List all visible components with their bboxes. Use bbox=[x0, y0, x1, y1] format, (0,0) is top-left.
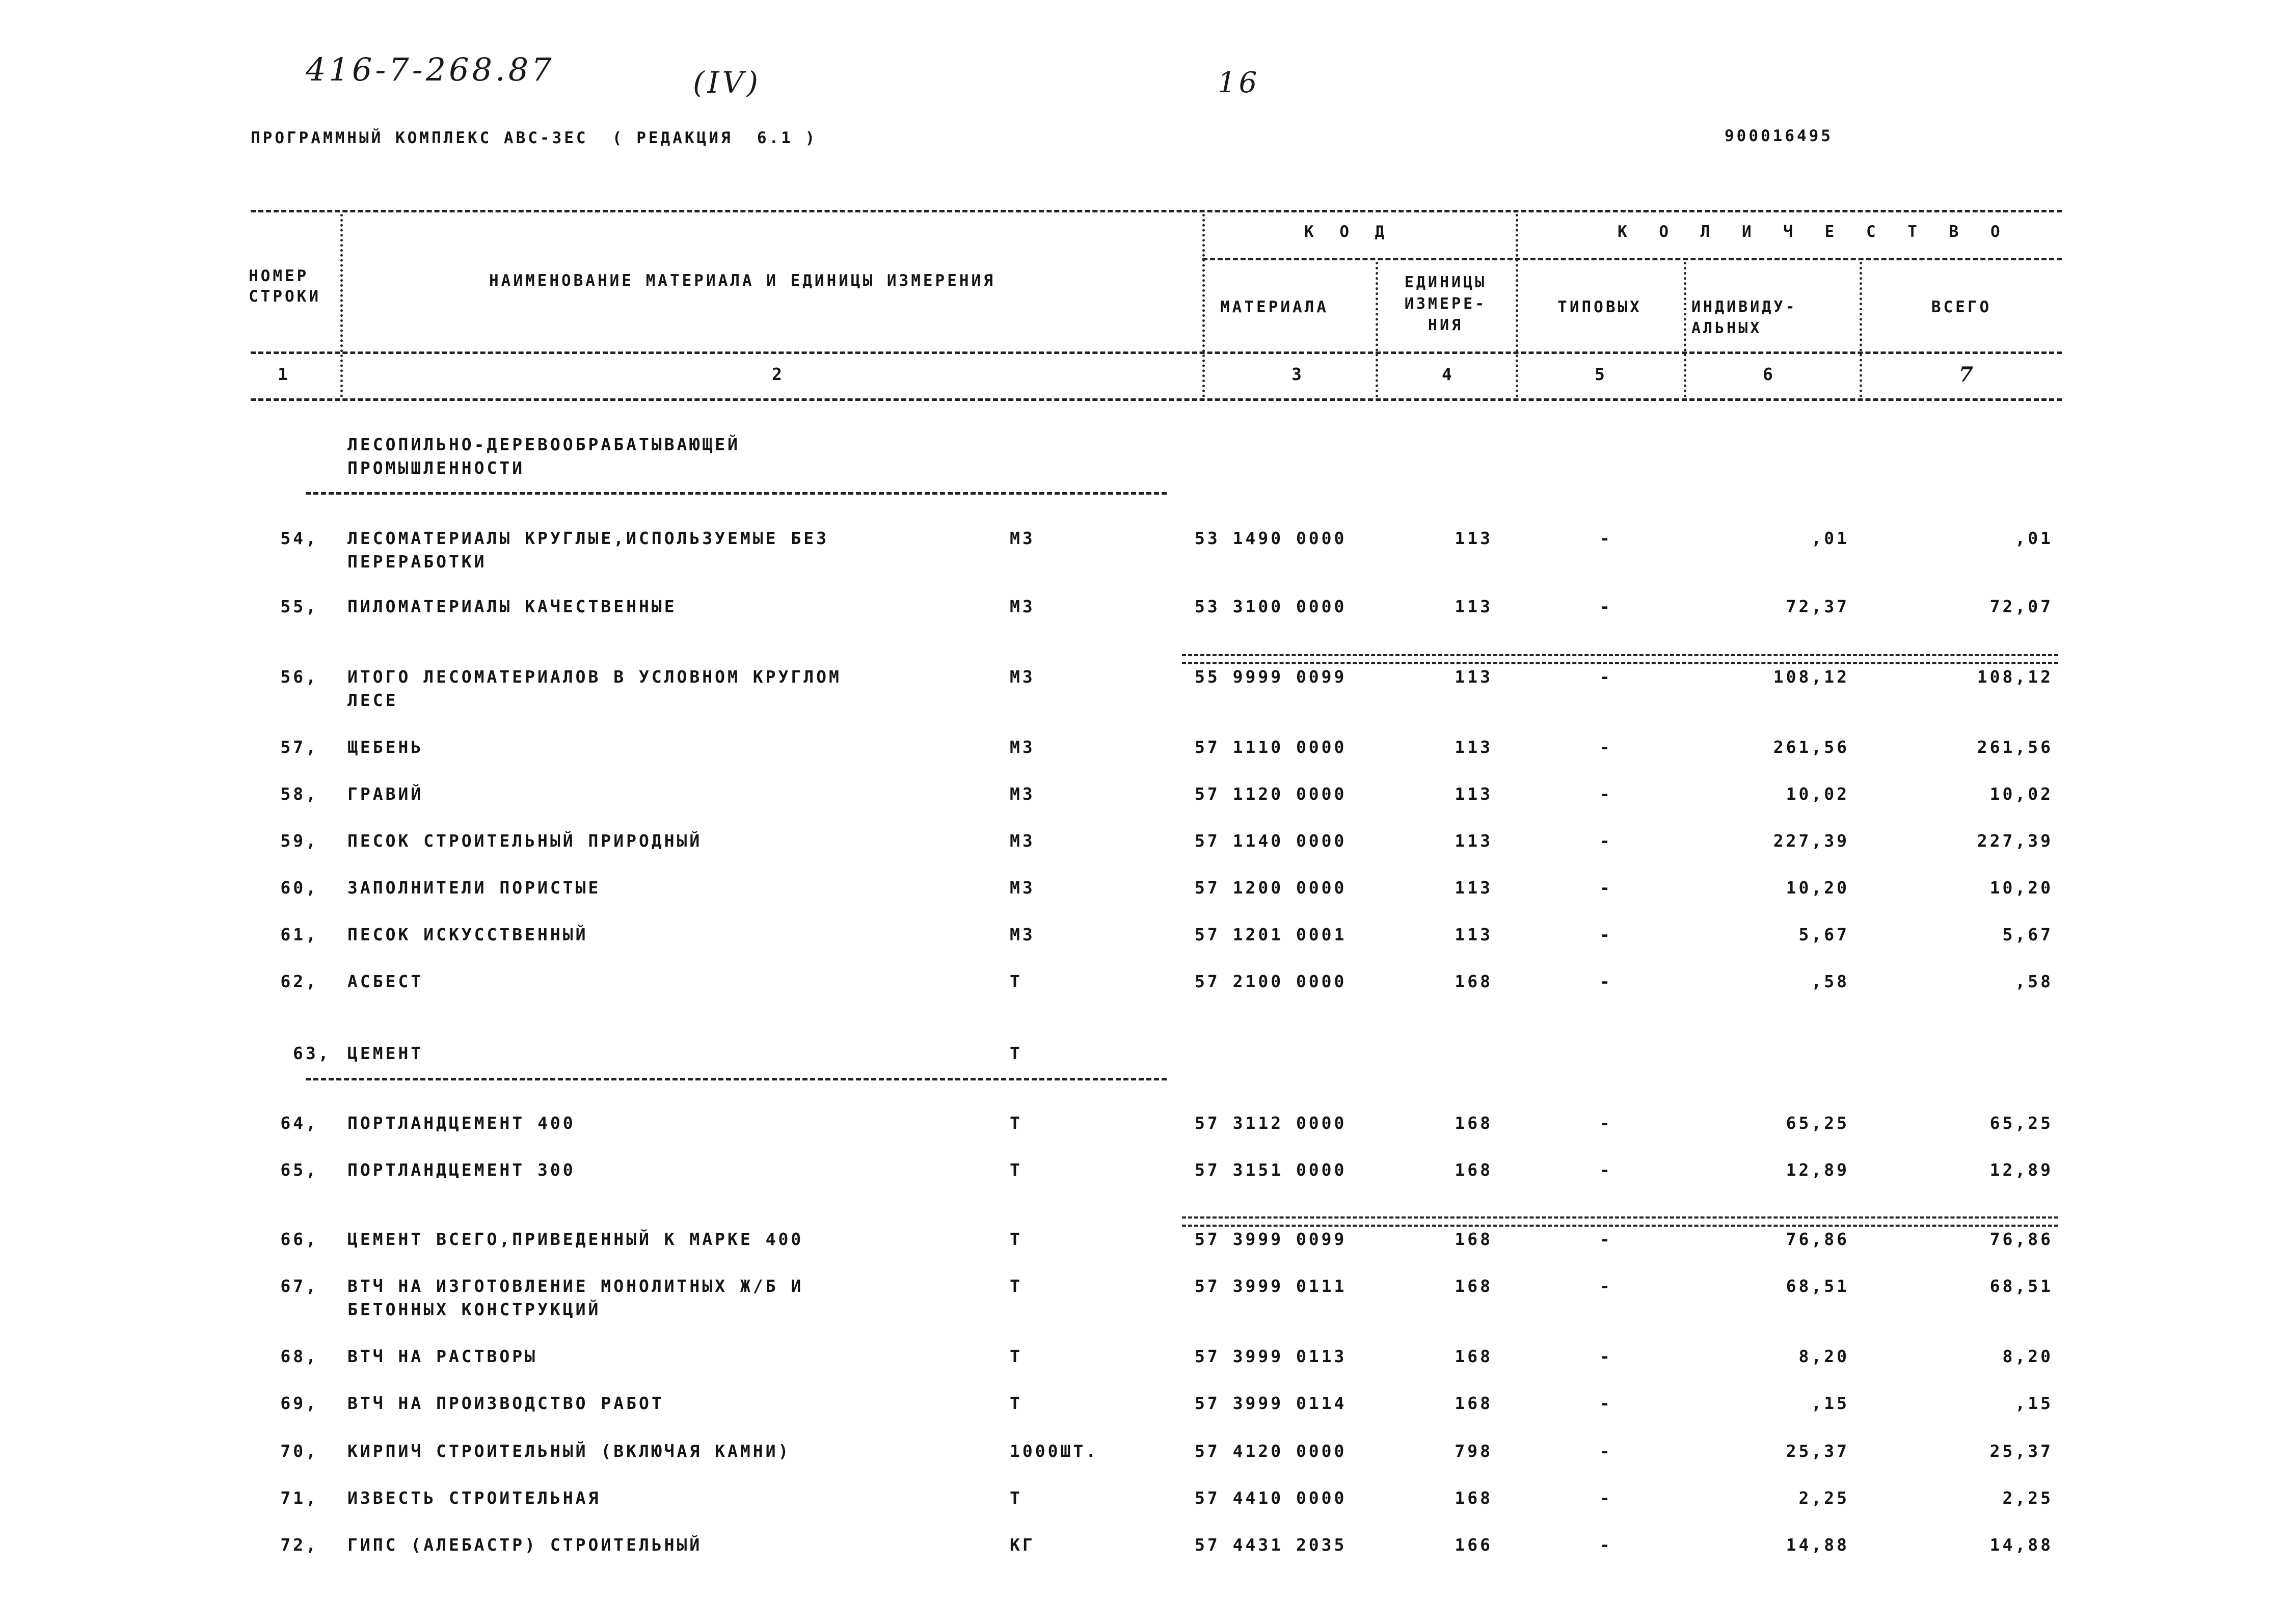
qty-typical: - bbox=[1600, 971, 1612, 991]
material-name: ПИЛОМАТЕРИАЛЫ КАЧЕСТВЕННЫЕ bbox=[347, 597, 677, 616]
row-number: 57, bbox=[280, 737, 318, 757]
colnum-2: 2 bbox=[772, 364, 785, 384]
unit-code: 168 bbox=[1455, 1393, 1493, 1413]
qty-total: ,58 bbox=[2015, 971, 2053, 991]
qty-individual: 2,25 bbox=[1798, 1488, 1849, 1508]
material-name: ПОРТЛАНДЦЕМЕНТ 400 bbox=[347, 1113, 576, 1133]
qty-individual: 10,02 bbox=[1786, 784, 1849, 804]
material-code: 57 1200 0000 bbox=[1195, 878, 1347, 898]
qty-typical: - bbox=[1600, 1393, 1612, 1413]
unit-code: 168 bbox=[1455, 971, 1493, 991]
colnum-7: 7 bbox=[1959, 363, 1976, 387]
qty-individual: 261,56 bbox=[1773, 737, 1849, 757]
unit: М3 bbox=[1010, 784, 1035, 804]
colnum-3: 3 bbox=[1292, 364, 1304, 384]
material-name: ВТЧ НА РАСТВОРЫ bbox=[347, 1346, 538, 1366]
row-number: 60, bbox=[280, 878, 318, 898]
material-code: 57 2100 0000 bbox=[1195, 971, 1347, 991]
material-code: 57 1201 0001 bbox=[1195, 925, 1347, 944]
material-code: 53 3100 0000 bbox=[1195, 597, 1347, 616]
unit-code: 168 bbox=[1455, 1113, 1493, 1133]
unit-code: 166 bbox=[1455, 1535, 1493, 1555]
unit: Т bbox=[1010, 1113, 1023, 1133]
unit: Т bbox=[1010, 1229, 1023, 1249]
handwritten-code: 416-7-268.87 bbox=[306, 51, 555, 88]
header-qty-total: ВСЕГО bbox=[1931, 298, 1992, 316]
qty-total: 14,88 bbox=[1989, 1535, 2053, 1555]
qty-individual: 108,12 bbox=[1773, 667, 1849, 687]
unit: М3 bbox=[1010, 831, 1035, 851]
qty-individual: 76,86 bbox=[1786, 1229, 1849, 1249]
unit: М3 bbox=[1010, 667, 1035, 687]
qty-typical: - bbox=[1600, 1229, 1612, 1249]
unit-code: 168 bbox=[1455, 1276, 1493, 1296]
section-underline-cement bbox=[306, 1078, 1167, 1080]
unit-code: 113 bbox=[1455, 831, 1493, 851]
header-code-group: К О Д bbox=[1304, 223, 1393, 241]
unit: М3 bbox=[1010, 597, 1035, 616]
row-number: 66, bbox=[280, 1229, 318, 1249]
qty-total: 72,07 bbox=[1989, 597, 2053, 616]
material-name: ЗАПОЛНИТЕЛИ ПОРИСТЫЕ bbox=[347, 878, 601, 898]
qty-typical: - bbox=[1600, 1441, 1612, 1461]
material-code: 57 1110 0000 bbox=[1195, 737, 1347, 757]
qty-total: 8,20 bbox=[2002, 1346, 2053, 1366]
row-number: 59, bbox=[280, 831, 318, 851]
unit-code: 168 bbox=[1455, 1229, 1493, 1249]
material-name: ПОРТЛАНДЦЕМЕНТ 300 bbox=[347, 1160, 576, 1180]
qty-typical: - bbox=[1600, 1346, 1612, 1366]
qty-total: 25,37 bbox=[1989, 1441, 2053, 1461]
material-code: 57 1140 0000 bbox=[1195, 831, 1347, 851]
unit: Т bbox=[1010, 971, 1023, 991]
cement-unit: Т bbox=[1010, 1043, 1023, 1063]
unit-code: 113 bbox=[1455, 925, 1493, 944]
header-qty-individual: ИНДИВИДУ- АЛЬНЫХ bbox=[1691, 298, 1797, 337]
qty-individual: 68,51 bbox=[1786, 1276, 1849, 1296]
unit: Т bbox=[1010, 1346, 1023, 1366]
unit-code: 168 bbox=[1455, 1346, 1493, 1366]
qty-typical: - bbox=[1600, 737, 1612, 757]
qty-typical: - bbox=[1600, 597, 1612, 616]
material-name: ИЗВЕСТЬ СТРОИТЕЛЬНАЯ bbox=[347, 1488, 601, 1508]
header-bottom-rule bbox=[251, 351, 2062, 354]
unit: 1000ШТ. bbox=[1010, 1441, 1099, 1461]
row-number: 72, bbox=[280, 1535, 318, 1555]
qty-typical: - bbox=[1600, 784, 1612, 804]
unit: М3 bbox=[1010, 528, 1035, 548]
qty-individual: ,01 bbox=[1811, 528, 1849, 548]
qty-typical: - bbox=[1600, 925, 1612, 944]
colnum-5: 5 bbox=[1595, 364, 1607, 384]
material-name: ВТЧ НА ПРОИЗВОДСТВО РАБОТ bbox=[347, 1393, 664, 1413]
material-name: ГРАВИЙ bbox=[347, 784, 424, 804]
row-number: 54, bbox=[280, 528, 318, 548]
unit: М3 bbox=[1010, 878, 1035, 898]
qty-total: 108,12 bbox=[1977, 667, 2053, 687]
section-underline-lumber bbox=[306, 492, 1167, 495]
material-code: 57 4410 0000 bbox=[1195, 1488, 1347, 1508]
qty-typical: - bbox=[1600, 878, 1612, 898]
qty-typical: - bbox=[1600, 1488, 1612, 1508]
material-code: 57 3112 0000 bbox=[1195, 1113, 1347, 1133]
unit-code: 113 bbox=[1455, 597, 1493, 616]
qty-individual: 65,25 bbox=[1786, 1113, 1849, 1133]
material-code: 57 3151 0000 bbox=[1195, 1160, 1347, 1180]
qty-individual: 10,20 bbox=[1786, 878, 1849, 898]
header-sep-5 bbox=[1684, 262, 1686, 397]
material-name: ИТОГО ЛЕСОМАТЕРИАЛОВ В УСЛОВНОМ КРУГЛОМ ЛЕСЕ bbox=[347, 667, 842, 710]
unit-code: 113 bbox=[1455, 784, 1493, 804]
qty-total: 68,51 bbox=[1989, 1276, 2053, 1296]
material-code: 57 1120 0000 bbox=[1195, 784, 1347, 804]
material-code: 57 3999 0099 bbox=[1195, 1229, 1347, 1249]
unit: КГ bbox=[1010, 1535, 1035, 1555]
qty-total: 2,25 bbox=[2002, 1488, 2053, 1508]
material-code: 57 3999 0114 bbox=[1195, 1393, 1347, 1413]
total-rule-cement bbox=[1182, 1216, 2058, 1227]
qty-total: ,15 bbox=[2015, 1393, 2053, 1413]
qty-typical: - bbox=[1600, 667, 1612, 687]
header-code-unit: ЕДИНИЦЫ ИЗМЕРЕ- НИЯ bbox=[1404, 274, 1487, 334]
row-number: 55, bbox=[280, 597, 318, 616]
qty-total: 12,89 bbox=[1989, 1160, 2053, 1180]
qty-individual: ,15 bbox=[1811, 1393, 1849, 1413]
unit: Т bbox=[1010, 1488, 1023, 1508]
row-number: 64, bbox=[280, 1113, 318, 1133]
material-code: 57 3999 0111 bbox=[1195, 1276, 1347, 1296]
qty-individual: 5,67 bbox=[1798, 925, 1849, 944]
row-number: 65, bbox=[280, 1160, 318, 1180]
material-name: ЦЕМЕНТ ВСЕГО,ПРИВЕДЕННЫЙ К МАРКЕ 400 bbox=[347, 1229, 804, 1249]
header-sep-2 bbox=[1202, 214, 1205, 397]
material-name: АСБЕСТ bbox=[347, 971, 424, 991]
qty-individual: 25,37 bbox=[1786, 1441, 1849, 1461]
unit: М3 bbox=[1010, 737, 1035, 757]
code-subrule bbox=[1202, 258, 2062, 260]
unit: Т bbox=[1010, 1393, 1023, 1413]
material-code: 53 1490 0000 bbox=[1195, 528, 1347, 548]
row-number: 56, bbox=[280, 667, 318, 687]
row-number: 71, bbox=[280, 1488, 318, 1508]
section-title-lumber-industry: ЛЕСОПИЛЬНО-ДЕРЕВООБРАБАТЫВАЮЩЕЙ ПРОМЫШЛЕННОСТИ bbox=[347, 435, 740, 478]
header-name-unit: НАИМЕНОВАНИЕ МАТЕРИАЛА И ЕДИНИЦЫ ИЗМЕРЕНИЯ bbox=[489, 272, 995, 290]
header-sep-1 bbox=[340, 214, 343, 397]
colnum-bottom-rule bbox=[251, 398, 2062, 401]
cement-num: 63, bbox=[293, 1043, 331, 1063]
qty-typical: - bbox=[1600, 528, 1612, 548]
unit: М3 bbox=[1010, 925, 1035, 944]
header-qty-group: К О Л И Ч Е С Т В О bbox=[1618, 223, 2011, 241]
row-number: 67, bbox=[280, 1276, 318, 1296]
material-name: ПЕСОК ИСКУССТВЕННЫЙ bbox=[347, 925, 588, 944]
header-sep-6 bbox=[1860, 262, 1862, 397]
header-top-rule bbox=[251, 210, 2062, 212]
material-name: ЛЕСОМАТЕРИАЛЫ КРУГЛЫЕ,ИСПОЛЬЗУЕМЫЕ БЕЗ ПЕРЕРАБОТКИ bbox=[347, 528, 829, 572]
unit-code: 113 bbox=[1455, 528, 1493, 548]
material-name: ВТЧ НА ИЗГОТОВЛЕНИЕ МОНОЛИТНЫХ Ж/Б И БЕТОННЫХ КОНСТРУКЦИЙ bbox=[347, 1276, 804, 1319]
material-name: ГИПС (АЛЕБАСТР) СТРОИТЕЛЬНЫЙ bbox=[347, 1535, 703, 1555]
unit-code: 113 bbox=[1455, 878, 1493, 898]
material-code: 57 3999 0113 bbox=[1195, 1346, 1347, 1366]
row-number: 62, bbox=[280, 971, 318, 991]
qty-individual: 14,88 bbox=[1786, 1535, 1849, 1555]
unit-code: 113 bbox=[1455, 667, 1493, 687]
document-number: 900016495 bbox=[1725, 127, 1833, 145]
material-name: ПЕСОК СТРОИТЕЛЬНЫЙ ПРИРОДНЫЙ bbox=[347, 831, 703, 851]
row-number: 70, bbox=[280, 1441, 318, 1461]
qty-total: 227,39 bbox=[1977, 831, 2053, 851]
colnum-1: 1 bbox=[278, 364, 290, 384]
qty-total: ,01 bbox=[2015, 528, 2053, 548]
unit: Т bbox=[1010, 1160, 1023, 1180]
material-name: ЩЕБЕНЬ bbox=[347, 737, 424, 757]
qty-individual: 72,37 bbox=[1786, 597, 1849, 616]
material-code: 57 4431 2035 bbox=[1195, 1535, 1347, 1555]
handwritten-mark: (IV) bbox=[693, 65, 762, 100]
qty-typical: - bbox=[1600, 1535, 1612, 1555]
total-rule-lumber bbox=[1182, 654, 2058, 664]
row-number: 69, bbox=[280, 1393, 318, 1413]
qty-individual: 227,39 bbox=[1773, 831, 1849, 851]
material-name: КИРПИЧ СТРОИТЕЛЬНЫЙ (ВКЛЮЧАЯ КАМНИ) bbox=[347, 1441, 791, 1461]
material-code: 57 4120 0000 bbox=[1195, 1441, 1347, 1461]
row-number: 58, bbox=[280, 784, 318, 804]
qty-total: 5,67 bbox=[2002, 925, 2053, 944]
handwritten-page: 16 bbox=[1218, 66, 1260, 99]
qty-typical: - bbox=[1600, 1113, 1612, 1133]
unit-code: 168 bbox=[1455, 1488, 1493, 1508]
unit: Т bbox=[1010, 1276, 1023, 1296]
unit-code: 798 bbox=[1455, 1441, 1493, 1461]
unit-code: 113 bbox=[1455, 737, 1493, 757]
qty-individual: 12,89 bbox=[1786, 1160, 1849, 1180]
qty-total: 10,02 bbox=[1989, 784, 2053, 804]
qty-total: 65,25 bbox=[1989, 1113, 2053, 1133]
material-code: 55 9999 0099 bbox=[1195, 667, 1347, 687]
qty-typical: - bbox=[1600, 1160, 1612, 1180]
colnum-4: 4 bbox=[1442, 364, 1455, 384]
qty-total: 76,86 bbox=[1989, 1229, 2053, 1249]
header-row-number: НОМЕР СТРОКИ bbox=[249, 267, 321, 306]
qty-typical: - bbox=[1600, 1276, 1612, 1296]
colnum-6: 6 bbox=[1763, 364, 1775, 384]
header-qty-typical: ТИПОВЫХ bbox=[1557, 298, 1642, 316]
qty-individual: 8,20 bbox=[1798, 1346, 1849, 1366]
unit-code: 168 bbox=[1455, 1160, 1493, 1180]
qty-typical: - bbox=[1600, 831, 1612, 851]
header-code-material: МАТЕРИАЛА bbox=[1220, 298, 1329, 316]
program-line: ПРОГРАММНЫЙ КОМПЛЕКС АВС-3ЕС ( РЕДАКЦИЯ 6.1 ) bbox=[251, 129, 818, 147]
qty-total: 261,56 bbox=[1977, 737, 2053, 757]
row-number: 68, bbox=[280, 1346, 318, 1366]
row-number: 61, bbox=[280, 925, 318, 944]
qty-individual: ,58 bbox=[1811, 971, 1849, 991]
qty-total: 10,20 bbox=[1989, 878, 2053, 898]
cement-name: ЦЕМЕНТ bbox=[347, 1043, 424, 1063]
